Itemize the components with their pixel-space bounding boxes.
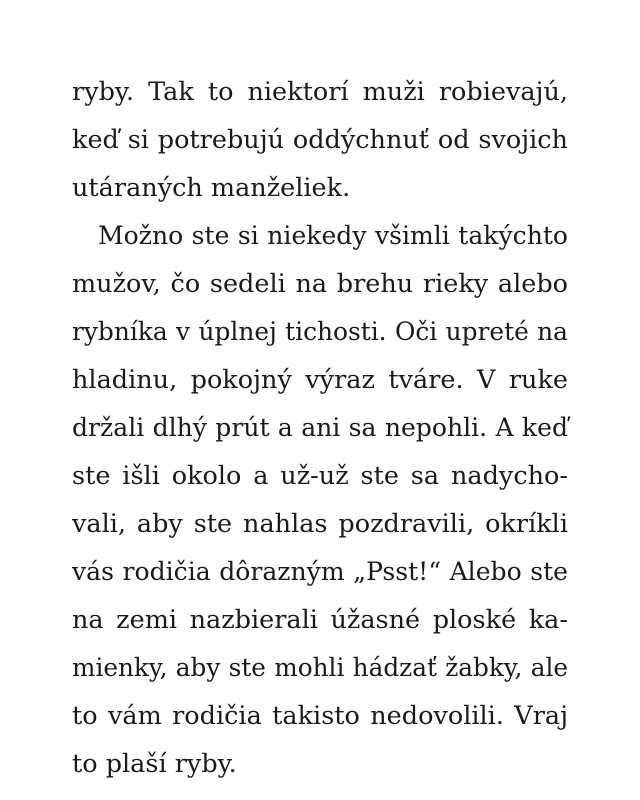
- text-line: ste išli okolo a už-už ste sa nadycho-: [72, 461, 568, 491]
- text-line: ryby. Tak to niektorí muži robievajú,: [72, 77, 568, 107]
- text-line: mienky, aby ste mohli hádzať žabky, ale: [72, 653, 568, 682]
- text-line: držali dlhý prút a ani sa nepohli. A keď: [72, 413, 568, 442]
- text-line: na zemi nazbierali úžasné ploské ka-: [72, 605, 568, 635]
- text-line: hladinu, pokojný výraz tváre. V ruke: [72, 365, 568, 395]
- text-line: keď si potrebujú oddýchnuť od svojich: [72, 125, 568, 155]
- text-line: rybníka v úplnej tichosti. Oči upreté na: [72, 317, 568, 346]
- text-line: mužov, čo sedeli na brehu rieky alebo: [72, 269, 568, 299]
- text-line: utáraných manželiek.: [72, 173, 351, 203]
- text-line: to plaší ryby.: [72, 749, 237, 779]
- paragraph-first-line: Možno ste si niekedy všimli takýchto: [98, 221, 568, 250]
- text-line: vás rodičia dôrazným „Psst!“ Alebo ste: [72, 557, 568, 586]
- text-line: vali, aby ste nahlas pozdravili, okríkli: [72, 509, 568, 539]
- text-line: to vám rodičia takisto nedovolili. Vraj: [72, 701, 568, 731]
